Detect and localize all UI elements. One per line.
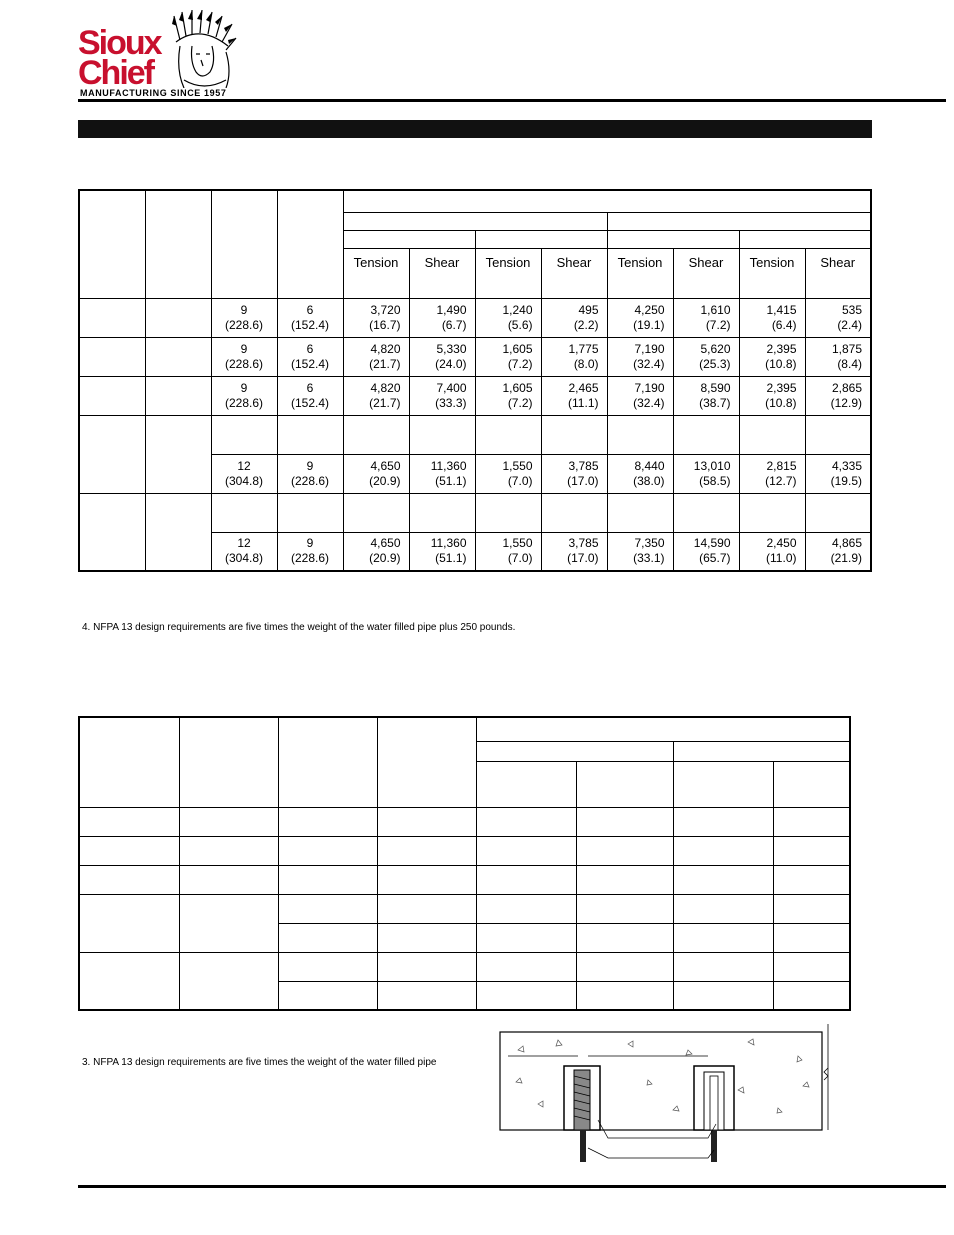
value: 1,550: [502, 458, 533, 473]
value-metric: (228.6): [290, 473, 330, 488]
t1-cell-blank: [79, 376, 145, 415]
value-metric: (152.4): [290, 317, 330, 332]
t1-cell-b: [277, 298, 343, 337]
t2-cell: [673, 923, 773, 952]
value-metric: (8.4): [837, 356, 862, 371]
value-metric: (32.4): [633, 356, 665, 371]
t2-cell: [576, 952, 673, 981]
t2-cell: [278, 894, 377, 923]
t1-cell-blank: [145, 337, 211, 376]
t1-cell-val: [739, 532, 805, 571]
value-metric: (21.7): [369, 356, 401, 371]
value-metric: (32.4): [633, 395, 665, 410]
value: 1,775: [568, 341, 599, 356]
t2-cell: [79, 894, 179, 952]
value-metric: (20.9): [369, 473, 401, 488]
t1-cell-blank: [673, 493, 739, 532]
value: 4,865: [831, 536, 862, 551]
t2-cell: [377, 807, 476, 836]
t1-cell-blank: [79, 337, 145, 376]
value: 7,190: [634, 341, 665, 356]
t1-cell-blank: [79, 298, 145, 337]
value-metric: (24.0): [435, 356, 467, 371]
t2-cell: [377, 923, 476, 952]
t1-cell-val: [409, 532, 475, 571]
t1-cell-val: [673, 532, 739, 571]
t1-cell-blank: [409, 415, 475, 454]
value: 2,865: [831, 380, 862, 395]
t1-cell-blank: [79, 493, 145, 571]
value-metric: (17.0): [567, 551, 599, 566]
t2-cell: [673, 894, 773, 923]
t2-cell: [79, 952, 179, 1010]
value: 1,875: [831, 341, 862, 356]
logo-word-sioux: Sioux: [78, 24, 161, 62]
t1-cell-blank: [211, 415, 277, 454]
load-table-1: [78, 189, 872, 572]
value-metric: (228.6): [290, 551, 330, 566]
t1-subhead-tension: Tension: [475, 248, 541, 298]
chief-headdress-icon: [170, 10, 238, 88]
t1-cell-val: [739, 454, 805, 493]
t1-cell-val: [475, 376, 541, 415]
value-metric: (7.2): [507, 356, 533, 371]
value-metric: (2.4): [837, 317, 862, 332]
footnote-3: 3. NFPA 13 design requirements are five times the weight of the water filled pipe: [82, 1057, 437, 1068]
value: 5,330: [436, 341, 467, 356]
value: 7,400: [436, 380, 467, 395]
t1-cell-blank: [475, 493, 541, 532]
t1-cell-val: [673, 376, 739, 415]
t2-cell: [179, 836, 278, 865]
value-metric: (152.4): [290, 395, 330, 410]
value: 7,350: [634, 536, 665, 551]
t1-subhead-shear: Shear: [673, 248, 739, 298]
table-row: [79, 836, 850, 865]
value: 11,360: [430, 458, 467, 473]
value-metric: (20.9): [369, 551, 401, 566]
t2-cell: [278, 923, 377, 952]
t1-cell-val: [739, 376, 805, 415]
t2-cell: [773, 894, 850, 923]
t1-cell-blank: [145, 415, 211, 493]
t1-cell-val: [343, 454, 409, 493]
table-row: [79, 493, 871, 532]
value-metric: (21.9): [830, 551, 862, 566]
value: 9: [240, 302, 248, 317]
value-metric: (33.3): [435, 395, 467, 410]
t1-cell-val: [805, 532, 871, 571]
t2-cell: [179, 952, 278, 1010]
t2-cell: [79, 807, 179, 836]
value-metric: (19.5): [830, 473, 862, 488]
value: 1,605: [502, 341, 533, 356]
t1-cell-blank: [739, 415, 805, 454]
t2-cell: [773, 807, 850, 836]
value-metric: (58.5): [699, 473, 731, 488]
table-row: [79, 337, 871, 376]
table-row: [79, 807, 850, 836]
t1-cell-val: [343, 298, 409, 337]
t2-cell: [179, 807, 278, 836]
value-metric: (11.0): [766, 551, 797, 566]
t2-cell: [476, 923, 576, 952]
value: 9: [240, 341, 248, 356]
value: 14,590: [693, 536, 731, 551]
value-metric: (6.7): [441, 317, 467, 332]
t2-cell: [476, 952, 576, 981]
t1-cell-val: [805, 454, 871, 493]
t2-cell: [278, 865, 377, 894]
table-row: [79, 865, 850, 894]
value: 1,490: [436, 302, 467, 317]
value-metric: (17.0): [567, 473, 599, 488]
t1-cell-blank: [607, 415, 673, 454]
value-metric: (7.0): [507, 551, 533, 566]
t2-cell: [179, 894, 278, 952]
t2-subhead: [476, 761, 576, 807]
t2-cell: [673, 836, 773, 865]
logo-word-chief: Chief: [78, 54, 153, 92]
value: 4,650: [370, 458, 401, 473]
value: 7,190: [634, 380, 665, 395]
t1-header-sub-a1: [343, 230, 475, 248]
t1-header-sub-a2: [475, 230, 607, 248]
t1-header-subgroup-a: [343, 212, 607, 230]
value: 1,550: [502, 536, 533, 551]
value-metric: (228.6): [224, 317, 264, 332]
t2-cell: [476, 807, 576, 836]
table-row: [79, 298, 871, 337]
value-metric: (7.2): [705, 317, 731, 332]
t1-cell-blank: [673, 415, 739, 454]
t1-cell-val: [607, 454, 673, 493]
t1-cell-val: [673, 298, 739, 337]
t2-cell: [476, 865, 576, 894]
value-metric: (8.0): [573, 356, 599, 371]
value-metric: (25.3): [699, 356, 731, 371]
t1-cell-val: [607, 532, 673, 571]
t1-cell-val: [541, 337, 607, 376]
insert-left: [564, 1066, 600, 1162]
t2-cell: [576, 923, 673, 952]
t1-header-col3: [211, 190, 277, 298]
t1-cell-val: [739, 337, 805, 376]
value: 4,335: [831, 458, 862, 473]
t2-cell: [576, 894, 673, 923]
value-metric: (7.0): [507, 473, 533, 488]
value-metric: (65.7): [699, 551, 731, 566]
value-metric: (51.1): [435, 473, 467, 488]
t1-cell-blank: [475, 415, 541, 454]
t1-cell-val: [739, 298, 805, 337]
table-row: [79, 376, 871, 415]
value: 9: [306, 458, 314, 473]
t1-header-sub-b1: [607, 230, 739, 248]
t1-cell-val: [409, 298, 475, 337]
t2-cell: [278, 836, 377, 865]
t2-header-subgroup-b: [673, 741, 850, 761]
t2-cell: [476, 836, 576, 865]
t1-cell-blank: [277, 415, 343, 454]
value-metric: (12.7): [765, 473, 797, 488]
t2-cell: [773, 923, 850, 952]
value-metric: (5.6): [507, 317, 533, 332]
t2-cell: [773, 981, 850, 1010]
t1-cell-blank: [211, 493, 277, 532]
t1-cell-a: [211, 376, 277, 415]
table-row: [79, 894, 850, 923]
value: 9: [306, 536, 314, 551]
value-metric: (10.8): [765, 356, 797, 371]
value-metric: (16.7): [369, 317, 401, 332]
value: 13,010: [693, 458, 731, 473]
t1-cell-val: [673, 454, 739, 493]
value-metric: (7.2): [507, 395, 533, 410]
value: 2,395: [766, 341, 797, 356]
value: 3,785: [568, 458, 599, 473]
t1-cell-val: [607, 337, 673, 376]
t1-cell-blank: [343, 415, 409, 454]
bottom-rule: [78, 1185, 946, 1188]
t2-cell: [673, 807, 773, 836]
t1-subhead-shear: Shear: [409, 248, 475, 298]
section-title-bar: [78, 120, 872, 138]
value: 3,720: [370, 302, 401, 317]
value: 1,415: [766, 302, 797, 317]
value: 6: [306, 302, 314, 317]
t2-cell: [377, 981, 476, 1010]
value: 4,820: [370, 341, 401, 356]
t1-cell-val: [607, 376, 673, 415]
value-metric: (228.6): [224, 356, 264, 371]
t1-cell-blank: [343, 493, 409, 532]
t1-subhead-tension: Tension: [739, 248, 805, 298]
value-metric: (228.6): [224, 395, 264, 410]
value: 4,250: [634, 302, 665, 317]
t1-cell-val: [673, 337, 739, 376]
value: 11,360: [430, 536, 467, 551]
value: 8,440: [634, 458, 665, 473]
t1-cell-blank: [805, 415, 871, 454]
t1-cell-a: [211, 532, 277, 571]
value-metric: (304.8): [224, 473, 264, 488]
t1-cell-val: [475, 337, 541, 376]
t2-header-col2: [179, 717, 278, 807]
t1-cell-blank: [79, 415, 145, 493]
t1-header-col2: [145, 190, 211, 298]
t1-subhead-tension: Tension: [607, 248, 673, 298]
t1-header-group: [343, 190, 871, 212]
t1-cell-val: [409, 337, 475, 376]
t1-cell-blank: [409, 493, 475, 532]
t2-cell: [476, 981, 576, 1010]
t1-cell-val: [805, 298, 871, 337]
t2-cell: [576, 865, 673, 894]
sioux-chief-logo: [78, 8, 238, 98]
t2-cell: [377, 894, 476, 923]
t1-cell-blank: [541, 415, 607, 454]
value: 3,785: [568, 536, 599, 551]
t2-cell: [673, 865, 773, 894]
value-metric: (33.1): [633, 551, 665, 566]
t2-cell: [576, 807, 673, 836]
value-metric: (38.7): [699, 395, 731, 410]
t1-cell-val: [805, 337, 871, 376]
concrete-slab: [500, 1032, 822, 1130]
value-metric: (11.1): [568, 395, 599, 410]
t1-cell-val: [607, 298, 673, 337]
t1-cell-val: [475, 532, 541, 571]
t1-cell-val: [475, 454, 541, 493]
t1-cell-blank: [607, 493, 673, 532]
t2-cell: [377, 865, 476, 894]
value: 4,820: [370, 380, 401, 395]
concrete-insert-drawing: [498, 1020, 843, 1168]
t2-cell: [673, 952, 773, 981]
t2-cell: [476, 894, 576, 923]
t1-cell-val: [343, 337, 409, 376]
value-metric: (2.2): [573, 317, 599, 332]
value-metric: (12.9): [830, 395, 862, 410]
t2-subhead: [576, 761, 673, 807]
t1-subhead-shear: Shear: [541, 248, 607, 298]
table-row: [79, 415, 871, 454]
t2-cell: [278, 952, 377, 981]
t2-header-subgroup-a: [476, 741, 673, 761]
t1-cell-b: [277, 454, 343, 493]
t1-cell-a: [211, 337, 277, 376]
t1-cell-blank: [145, 376, 211, 415]
t1-cell-val: [343, 532, 409, 571]
t2-cell: [773, 865, 850, 894]
t1-cell-blank: [541, 493, 607, 532]
t2-cell: [773, 952, 850, 981]
value: 535: [841, 302, 862, 317]
t2-cell: [377, 836, 476, 865]
t1-cell-a: [211, 298, 277, 337]
value: 12: [237, 458, 251, 473]
t1-cell-a: [211, 454, 277, 493]
top-rule: [78, 99, 946, 102]
t1-cell-blank: [145, 493, 211, 571]
t2-cell: [576, 981, 673, 1010]
value: 6: [306, 341, 314, 356]
value-metric: (38.0): [633, 473, 665, 488]
t1-header-col4: [277, 190, 343, 298]
value: 1,610: [700, 302, 731, 317]
t1-cell-blank: [739, 493, 805, 532]
load-table-2: [78, 716, 851, 1011]
table-row: [79, 952, 850, 981]
value: 4,650: [370, 536, 401, 551]
t1-cell-b: [277, 532, 343, 571]
t1-cell-val: [409, 376, 475, 415]
t1-cell-val: [409, 454, 475, 493]
insert-right: [694, 1066, 734, 1162]
t2-cell: [179, 865, 278, 894]
t1-header-col1: [79, 190, 145, 298]
t1-cell-val: [541, 298, 607, 337]
value-metric: (6.4): [771, 317, 797, 332]
t1-cell-val: [541, 454, 607, 493]
footnote-4: 4. NFPA 13 design requirements are five times the weight of the water filled pipe plus 250 pounds.: [82, 622, 516, 633]
t1-header-sub-b2: [739, 230, 871, 248]
t1-subhead-tension: Tension: [343, 248, 409, 298]
logo-tagline: MANUFACTURING SINCE 1957: [80, 88, 227, 98]
t2-subhead: [673, 761, 773, 807]
t2-cell: [79, 865, 179, 894]
value: 6: [306, 380, 314, 395]
value: 2,815: [766, 458, 797, 473]
t1-cell-blank: [805, 493, 871, 532]
value: 5,620: [700, 341, 731, 356]
value-metric: (19.1): [633, 317, 665, 332]
t2-cell: [278, 981, 377, 1010]
t1-subhead-shear: Shear: [805, 248, 871, 298]
value: 8,590: [700, 380, 731, 395]
t1-cell-blank: [145, 298, 211, 337]
t2-cell: [79, 836, 179, 865]
value: 2,465: [568, 380, 599, 395]
value-metric: (10.8): [765, 395, 797, 410]
t2-header-group: [476, 717, 850, 741]
t1-cell-val: [343, 376, 409, 415]
t1-cell-val: [541, 532, 607, 571]
t1-cell-val: [805, 376, 871, 415]
t2-cell: [576, 836, 673, 865]
t1-cell-b: [277, 376, 343, 415]
t1-header-subgroup-b: [607, 212, 871, 230]
t1-cell-b: [277, 337, 343, 376]
t2-header-col3: [278, 717, 377, 807]
value: 12: [237, 536, 251, 551]
t2-header-col4: [377, 717, 476, 807]
t1-cell-val: [541, 376, 607, 415]
t2-cell: [773, 836, 850, 865]
t2-cell: [278, 807, 377, 836]
value: 2,450: [766, 536, 797, 551]
value-metric: (152.4): [290, 356, 330, 371]
value-metric: (51.1): [435, 551, 467, 566]
value: 2,395: [766, 380, 797, 395]
value: 1,605: [502, 380, 533, 395]
value: 1,240: [502, 302, 533, 317]
value-metric: (21.7): [369, 395, 401, 410]
t1-cell-val: [475, 298, 541, 337]
t1-cell-blank: [277, 493, 343, 532]
value: 495: [578, 302, 599, 317]
t2-cell: [673, 981, 773, 1010]
value: 9: [240, 380, 248, 395]
t2-cell: [377, 952, 476, 981]
value-metric: (304.8): [224, 551, 264, 566]
t2-subhead: [773, 761, 850, 807]
t2-header-col1: [79, 717, 179, 807]
